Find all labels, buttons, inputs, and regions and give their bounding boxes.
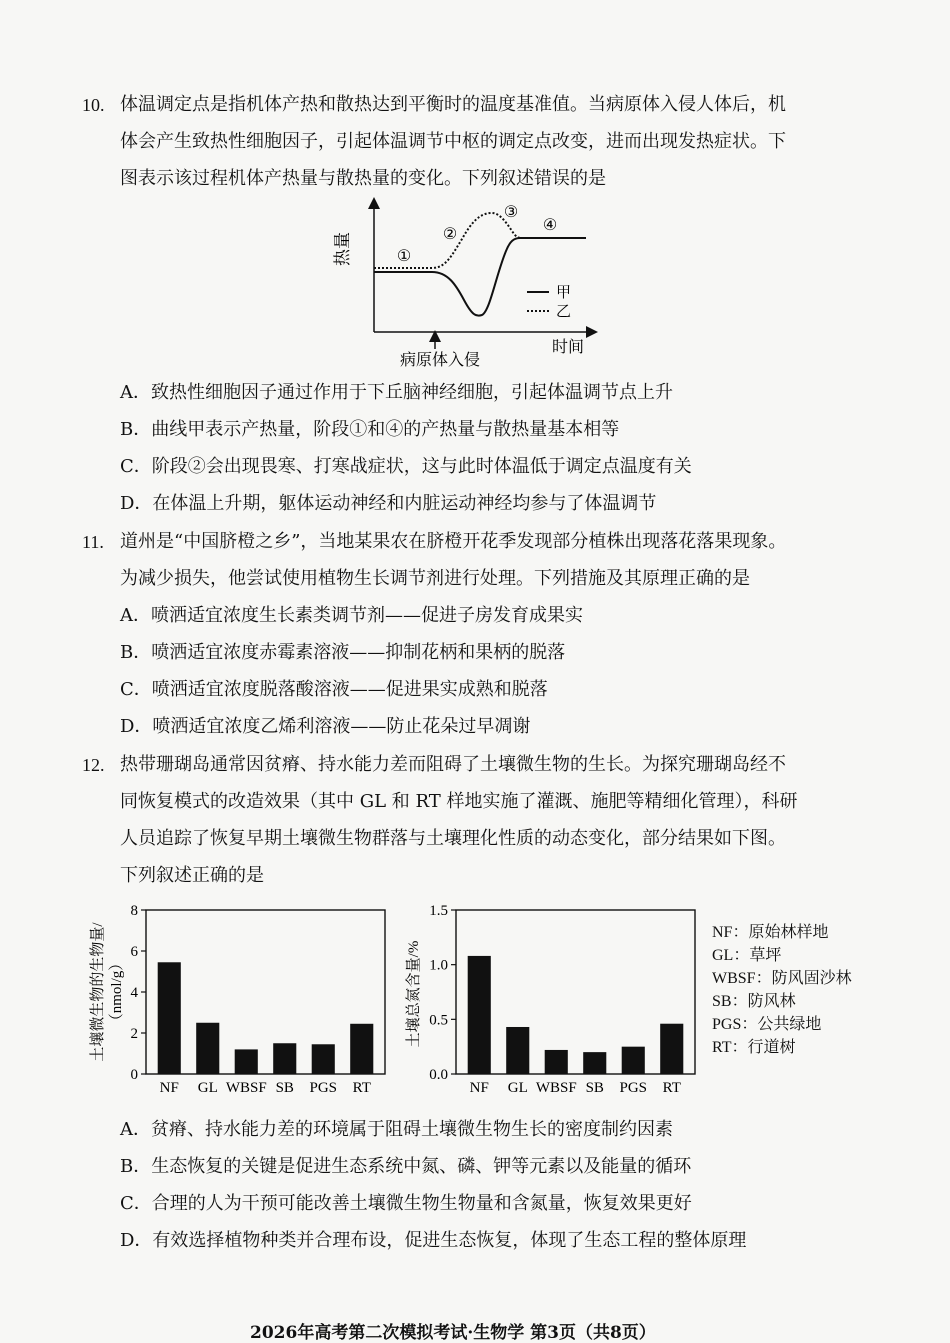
- q11-option-d: D．喷洒适宜浓度乙烯利溶液——防止花朵过早凋谢: [120, 716, 531, 737]
- q10-stage-4: ④: [542, 217, 558, 234]
- x-tick-label: RT: [662, 1080, 681, 1096]
- y-axis-label: 土壤总氮含量/%: [406, 940, 422, 1048]
- q12-legend-nf: NF：原始林样地: [712, 924, 829, 941]
- q12-number: 12.: [82, 755, 105, 775]
- y-tick-label: 2: [130, 1026, 138, 1042]
- q10-stem-line-2: 体会产生致热性细胞因子，引起体温调节中枢的调定点改变，进而出现发热症状。下: [120, 131, 786, 152]
- x-tick-label: GL: [197, 1080, 218, 1096]
- q10-legend-jia: 甲: [556, 285, 572, 301]
- bar-rt: [660, 1024, 683, 1074]
- bar-pgs: [312, 1044, 335, 1074]
- y-tick-label: 0: [130, 1067, 138, 1083]
- x-tick-label: RT: [352, 1080, 371, 1096]
- q10-xlabel: 时间: [551, 339, 585, 356]
- q12-stem-line-2: 同恢复模式的改造效果（其中 GL 和 RT 样地实施了灌溉、施肥等精细化管理），科研: [120, 791, 798, 812]
- q10-stage-3: ③: [503, 204, 519, 221]
- y-tick-label: 1.5: [429, 903, 448, 919]
- q10-stem-line-1: 体温调定点是指机体产热和散热达到平衡时的温度基准值。当病原体入侵人体后，机: [120, 94, 786, 115]
- q12-option-d: D．有效选择植物种类并合理布设，促进生态恢复，体现了生态工程的整体原理: [120, 1230, 747, 1251]
- x-tick-label: NF: [469, 1080, 489, 1096]
- q12-stem-line-1: 热带珊瑚岛通常因贫瘠、持水能力差而阻碍了土壤微生物的生长。为探究珊瑚岛经不: [120, 754, 786, 775]
- q12-option-b: B．生态恢复的关键是促进生态系统中氮、磷、钾等元素以及能量的循环: [120, 1156, 692, 1177]
- bar-sb: [583, 1052, 606, 1074]
- q10-stem-line-3: 图表示该过程机体产热量与散热量的变化。下列叙述错误的是: [120, 168, 606, 189]
- x-tick-label: SB: [275, 1080, 294, 1096]
- x-tick-label: WBSF: [225, 1080, 267, 1096]
- q10-stage-1: ①: [396, 248, 412, 265]
- x-tick-label: PGS: [309, 1080, 338, 1096]
- x-tick-label: WBSF: [535, 1080, 577, 1096]
- bar-nf: [468, 956, 491, 1074]
- q10-legend-yi: 乙: [556, 304, 572, 320]
- q12-option-a: A．贫瘠、持水能力差的环境属于阻碍土壤微生物生长的密度制约因素: [120, 1119, 673, 1140]
- q12-stem-line-4: 下列叙述正确的是: [120, 865, 264, 886]
- y-tick-label: 6: [130, 944, 138, 960]
- q10-ylabel-1: 热量: [333, 232, 352, 266]
- q12-legend-sb: SB：防风林: [712, 993, 796, 1010]
- y-tick-label: 0.0: [429, 1067, 448, 1083]
- y-axis-label-line1: 土壤微生物的生物量/: [90, 922, 106, 1062]
- x-tick-label: SB: [585, 1080, 604, 1096]
- bar-wbsf: [235, 1049, 258, 1074]
- chart-frame: [456, 910, 695, 1074]
- bar-gl: [196, 1023, 219, 1074]
- q12-chart-nitrogen: [394, 902, 704, 1102]
- q12-legend-wbsf: WBSF：防风固沙林: [712, 970, 852, 987]
- q12-option-c: C．合理的人为干预可能改善土壤微生物生物量和含氮量，恢复效果更好: [120, 1193, 692, 1214]
- q12-legend-gl: GL：草坪: [712, 947, 782, 964]
- q10-option-d: D．在体温上升期，躯体运动神经和内脏运动神经均参与了体温调节: [120, 493, 657, 514]
- bar-nf: [158, 962, 181, 1074]
- x-tick-label: GL: [507, 1080, 528, 1096]
- q10-arrow-label: 病原体入侵: [399, 352, 481, 369]
- y-axis-label-line2: （nmol/g）: [109, 955, 125, 1029]
- q10-stage-2: ②: [442, 226, 458, 243]
- y-tick-label: 0.5: [429, 1012, 448, 1029]
- q10-option-a: A．致热性细胞因子通过作用于下丘脑神经细胞，引起体温调节点上升: [120, 382, 673, 403]
- q12-chart-biomass: [84, 902, 394, 1102]
- y-tick-label: 1.0: [429, 957, 448, 974]
- q11-option-c: C．喷洒适宜浓度脱落酸溶液——促进果实成熟和脱落: [120, 679, 548, 700]
- q12-legend-rt: RT：行道树: [712, 1039, 796, 1056]
- q12-legend-pgs: PGS：公共绿地: [712, 1016, 822, 1033]
- q12-stem-line-3: 人员追踪了恢复早期土壤微生物群落与土壤理化性质的动态变化，部分结果如下图。: [120, 828, 786, 849]
- q11-stem-line-2: 为减少损失，他尝试使用植物生长调节剂进行处理。下列措施及其原理正确的是: [120, 568, 750, 589]
- q10-option-c: C．阶段②会出现畏寒、打寒战症状，这与此时体温低于调定点温度有关: [120, 456, 692, 477]
- bar-gl: [506, 1027, 529, 1074]
- q11-stem-line-1: 道州是“中国脐橙之乡”，当地某果农在脐橙开花季发现部分植株出现落花落果现象。: [120, 531, 787, 552]
- y-tick-label: 8: [130, 903, 138, 919]
- q10-option-b: B．曲线甲表示产热量，阶段①和④的产热量与散热量基本相等: [120, 419, 620, 440]
- bar-pgs: [622, 1047, 645, 1074]
- q11-option-b: B．喷洒适宜浓度赤霉素溶液——抑制花柄和果柄的脱落: [120, 642, 566, 663]
- q11-option-a: A．喷洒适宜浓度生长素类调节剂——促进子房发育成果实: [120, 605, 583, 626]
- x-tick-label: PGS: [619, 1080, 648, 1096]
- q11-number: 11.: [82, 532, 104, 552]
- y-tick-label: 4: [130, 985, 138, 1001]
- x-tick-label: NF: [159, 1080, 179, 1096]
- bar-wbsf: [545, 1050, 568, 1074]
- bar-sb: [273, 1043, 296, 1074]
- bar-rt: [350, 1024, 373, 1074]
- q10-figure: [330, 195, 610, 375]
- chart-frame: [146, 910, 385, 1074]
- page-footer: 2026年高考第二次模拟考试·生物学 第3页（共8页）: [250, 1323, 656, 1343]
- q10-number: 10.: [82, 95, 105, 115]
